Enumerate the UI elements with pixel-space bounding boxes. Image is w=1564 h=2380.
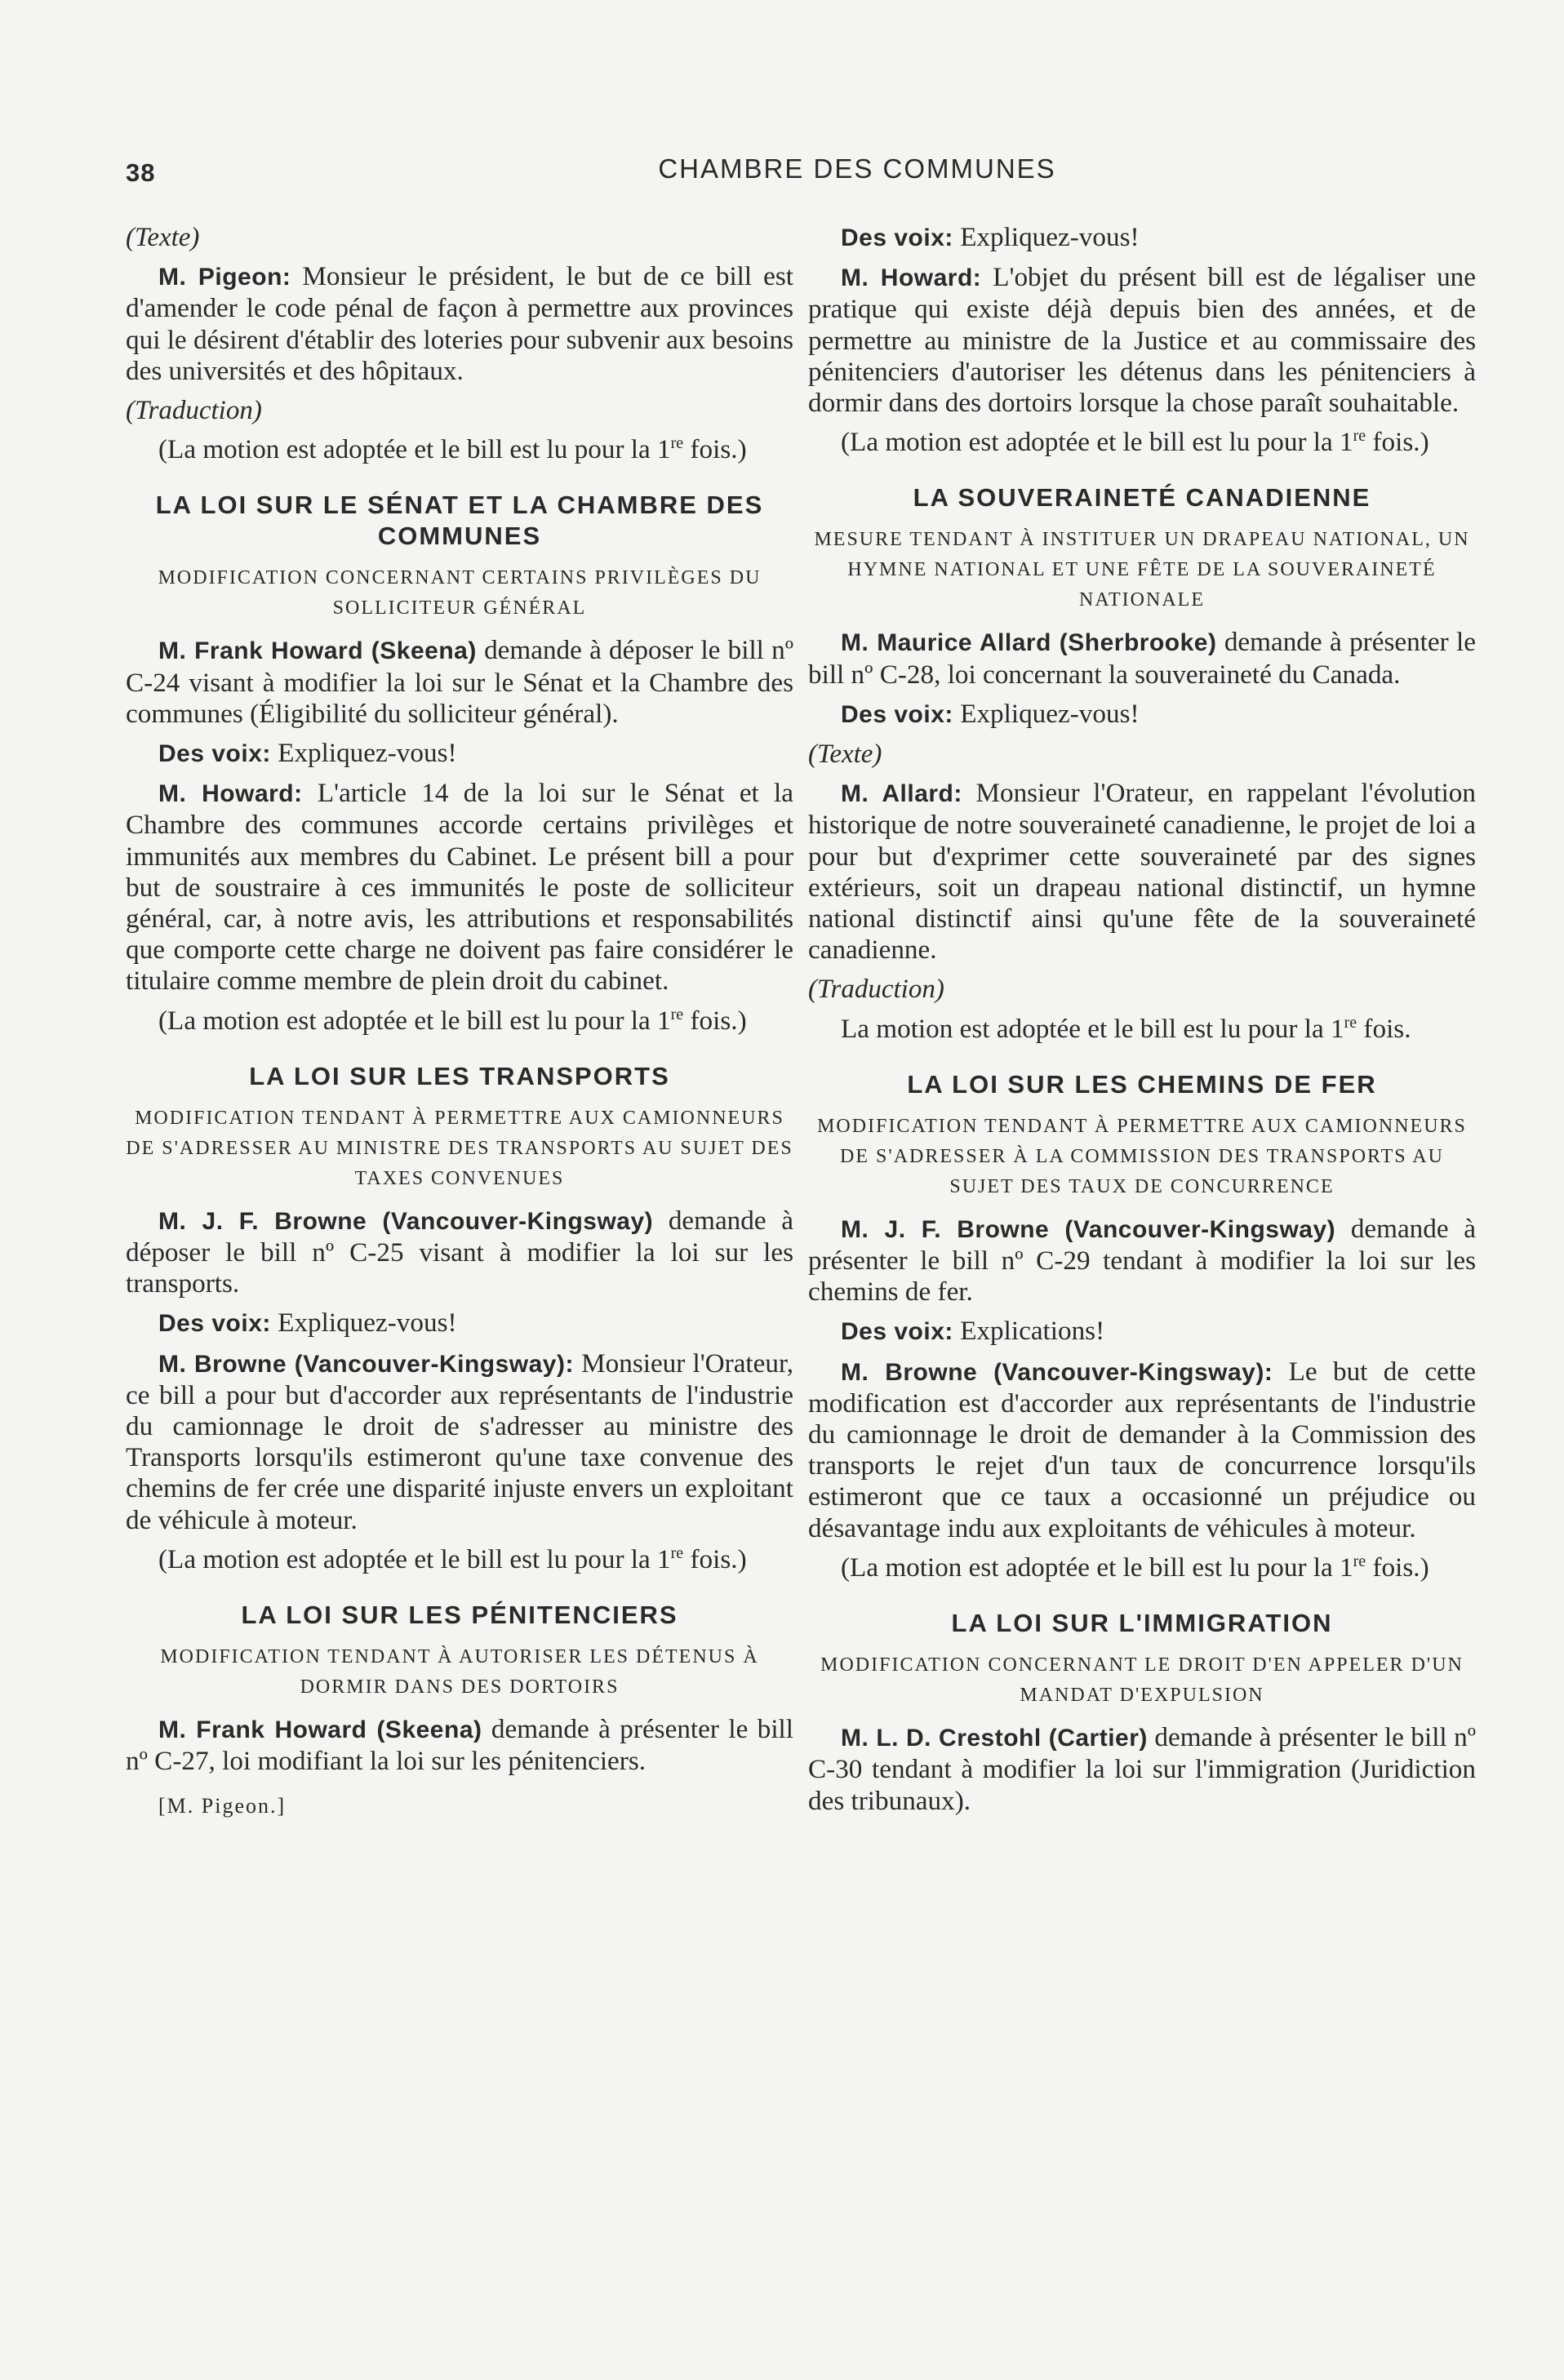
speaker-name: M. Allard:	[841, 780, 962, 808]
motion-text-end: fois.)	[683, 434, 747, 465]
ordinal-superscript: re	[1353, 1552, 1366, 1570]
speaker-footnote: [M. Pigeon.]	[158, 1793, 287, 1818]
speech-paragraph	[808, 1357, 1476, 1544]
speaker-name: Des voix:	[158, 740, 271, 768]
section-subtitle: MESURE TENDANT À INSTITUER UN DRAPEAU NATIONAL, UN HYMNE NATIONAL ET UNE FÊTE DE LA SOUVERAINETÉ NATIONALE	[814, 529, 1470, 611]
section-title: LA SOUVERAINETÉ CANADIENNE	[913, 483, 1371, 513]
speech-text: Expliquez-vous!	[953, 222, 1140, 252]
section-subtitle: MODIFICATION CONCERNANT LE DROIT D'EN APPELER D'UN MANDAT D'EXPULSION	[820, 1654, 1464, 1707]
speech-paragraph	[126, 1308, 793, 1339]
motion-paragraph	[126, 1006, 793, 1037]
language-label: (Texte)	[126, 223, 200, 252]
section-subtitle: MODIFICATION CONCERNANT CERTAINS PRIVILÈGES DU SOLLICITEUR GÉNÉRAL	[158, 567, 762, 619]
speech-text: Monsieur le président, le but de ce bill est d'amender le code pénal de façon à permettre aux provinces qui le désirent d'établir des loteries pour subvenir aux besoins des universités et des hôpitaux.	[126, 261, 793, 386]
motion-text: (La motion est adoptée et le bill est lu pour la 1	[841, 427, 1353, 458]
motion-text: (La motion est adoptée et le bill est lu pour la 1	[158, 1543, 671, 1574]
speaker-name: M. Browne (Vancouver-Kingsway):	[158, 1350, 574, 1378]
speech-text: demande à déposer le bill nº C-25 visant à modifier la loi sur les transports.	[126, 1205, 793, 1299]
left-column	[126, 222, 793, 1822]
speech-paragraph	[808, 1214, 1476, 1308]
motion-text-end: fois.)	[1366, 1552, 1429, 1583]
speech-text: Expliquez-vous!	[953, 698, 1140, 729]
speech-paragraph	[126, 1206, 793, 1300]
speech-paragraph	[126, 1714, 793, 1777]
motion-paragraph	[808, 1014, 1476, 1045]
section-subtitle: MODIFICATION TENDANT À PERMETTRE AUX CAMIONNEURS DE S'ADRESSER À LA COMMISSION DES TRANSPORTS AU SUJET DES TAUX DE CONCURRENCE	[817, 1115, 1467, 1197]
speaker-name: Des voix:	[841, 224, 953, 251]
ordinal-superscript: re	[1344, 1013, 1357, 1032]
speech-text: Monsieur l'Orateur, en rappelant l'évolution historique de notre souveraineté canadienne, le projet de loi a pour but d'exprimer cette souveraineté par des signes extérieurs, soit un drapeau national distinctif, un hymne national distinctif ainsi qu'une fête de la souveraineté canadienne.	[808, 778, 1476, 966]
section-title: LA LOI SUR LES TRANSPORTS	[249, 1061, 670, 1090]
speaker-name: M. J. F. Browne (Vancouver-Kingsway)	[841, 1215, 1336, 1243]
motion-text: La motion est adoptée et le bill est lu pour la 1	[841, 1013, 1344, 1044]
speech-paragraph	[126, 261, 793, 387]
page-header	[126, 153, 1466, 194]
section-title: LA LOI SUR LE SÉNAT ET LA CHAMBRE DES COMMUNES	[155, 491, 764, 551]
motion-text: (La motion est adoptée et le bill est lu pour la 1	[158, 1005, 671, 1036]
ordinal-superscript: re	[1353, 427, 1366, 446]
ordinal-superscript: re	[670, 1005, 684, 1023]
motion-paragraph	[126, 1544, 793, 1575]
section-subtitle: MODIFICATION TENDANT À AUTORISER LES DÉTENUS À DORMIR DANS DES DORTOIRS	[160, 1646, 759, 1698]
motion-paragraph	[808, 427, 1476, 458]
ordinal-superscript: re	[670, 434, 684, 453]
motion-paragraph	[808, 1552, 1476, 1583]
speech-text: demande à présenter le bill nº C-29 tendant à modifier la loi sur les chemins de fer.	[808, 1213, 1476, 1308]
speech-text: demande à présenter le bill nº C-27, loi modifiant la loi sur les pénitenciers.	[126, 1714, 793, 1777]
section-title: LA LOI SUR L'IMMIGRATION	[951, 1609, 1333, 1638]
speech-text: demande à présenter le bill nº C-28, loi concernant la souveraineté du Canada.	[808, 627, 1476, 690]
motion-text: (La motion est adoptée et le bill est lu pour la 1	[158, 434, 671, 465]
speaker-name: Des voix:	[158, 1310, 271, 1338]
running-head: CHAMBRE DES COMMUNES	[658, 153, 1056, 184]
motion-paragraph	[126, 434, 793, 465]
speech-paragraph	[126, 738, 793, 770]
motion-text-end: fois.)	[683, 1543, 747, 1574]
speaker-name: M. J. F. Browne (Vancouver-Kingsway)	[158, 1207, 654, 1235]
section-title: LA LOI SUR LES CHEMINS DE FER	[907, 1069, 1377, 1099]
speech-text: L'objet du présent bill est de légaliser une pratique qui existe déjà depuis bien des années, et de permettre au ministre de la Justice et au commissaire des pénitenciers d'autoriser les détenus dans les pénitenciers à dormir dans des dortoirs lorsque la chose paraît souhaitable.	[808, 262, 1476, 419]
speaker-name: M. Maurice Allard (Sherbrooke)	[841, 629, 1217, 657]
motion-text: (La motion est adoptée et le bill est lu pour la 1	[841, 1552, 1353, 1583]
speech-text: Le but de cette modification est d'accorder aux représentants de l'industrie du camionnage le droit de demander à la Commission des transports le rejet d'un taux de concurrence lorsqu'ils estimeront que ce taux a occasionné un préjudice ou désavantage indu aux exploitants de véhicules à moteur.	[808, 1356, 1476, 1543]
speech-text: Expliquez-vous!	[270, 1308, 457, 1339]
ordinal-superscript: re	[670, 1543, 684, 1562]
speech-text: Expliquez-vous!	[270, 738, 457, 769]
speech-paragraph	[126, 1348, 793, 1536]
speech-paragraph	[808, 1316, 1476, 1348]
speaker-name: M. Frank Howard (Skeena)	[158, 1716, 482, 1744]
language-label: (Traduction)	[126, 396, 262, 426]
page-number: 38	[126, 158, 156, 187]
motion-text-end: fois.)	[683, 1005, 747, 1036]
speech-text: demande à présenter le bill nº C-30 tendant à modifier la loi sur l'immigration (Juridiction des tribunaux).	[808, 1722, 1476, 1816]
right-column	[808, 222, 1476, 1825]
speaker-name: Des voix:	[841, 700, 953, 728]
speech-paragraph	[126, 635, 793, 730]
language-label: (Texte)	[808, 739, 882, 770]
speech-paragraph	[808, 262, 1476, 419]
speech-paragraph	[808, 778, 1476, 966]
speaker-name: M. Browne (Vancouver-Kingsway):	[841, 1358, 1273, 1386]
speech-text: L'article 14 de la loi sur le Sénat et la Chambre des communes accorde certains privilèges et immunités aux membres du Cabinet. Le présent bill a pour but de soustraire à ces immunités le poste de solliciteur général, car, à notre avis, les attributions et responsabilités que comporte cette charge ne doivent pas faire considérer le titulaire comme membre de plein droit du cabinet.	[126, 778, 793, 997]
speaker-name: M. Pigeon:	[158, 264, 291, 291]
speaker-name: M. Frank Howard (Skeena)	[158, 637, 477, 665]
language-label: (Traduction)	[808, 975, 944, 1005]
speech-paragraph	[808, 627, 1476, 690]
speech-paragraph	[808, 1722, 1476, 1817]
speech-paragraph	[808, 222, 1476, 254]
speaker-name: M. Howard:	[158, 780, 303, 808]
speaker-name: M. L. D. Crestohl (Cartier)	[841, 1725, 1148, 1752]
speech-text: Explications!	[953, 1316, 1105, 1347]
motion-text-end: fois.)	[1366, 427, 1429, 458]
speech-text: demande à déposer le bill nº C-24 visant à modifier la loi sur le Sénat et la Chambre des communes (Éligibilité du solliciteur général).	[126, 635, 793, 729]
motion-text-end: fois.	[1357, 1013, 1411, 1044]
section-subtitle: MODIFICATION TENDANT À PERMETTRE AUX CAMIONNEURS DE S'ADRESSER AU MINISTRE DES TRANSPORTS AU SUJET DES TAXES CONVENUES	[126, 1107, 793, 1189]
section-title: LA LOI SUR LES PÉNITENCIERS	[241, 1601, 678, 1630]
speaker-name: M. Howard:	[841, 264, 982, 292]
speech-paragraph	[126, 778, 793, 997]
speech-paragraph	[808, 699, 1476, 730]
speaker-name: Des voix:	[841, 1318, 953, 1346]
speech-text: Monsieur l'Orateur, ce bill a pour but d'accorder aux représentants de l'industrie du camionnage le droit de s'adresser au ministre des Transports lorsqu'ils estimeront qu'une taxe convenue des chemins de fer crée une disparité injuste envers un exploitant de véhicule à moteur.	[126, 1348, 793, 1535]
